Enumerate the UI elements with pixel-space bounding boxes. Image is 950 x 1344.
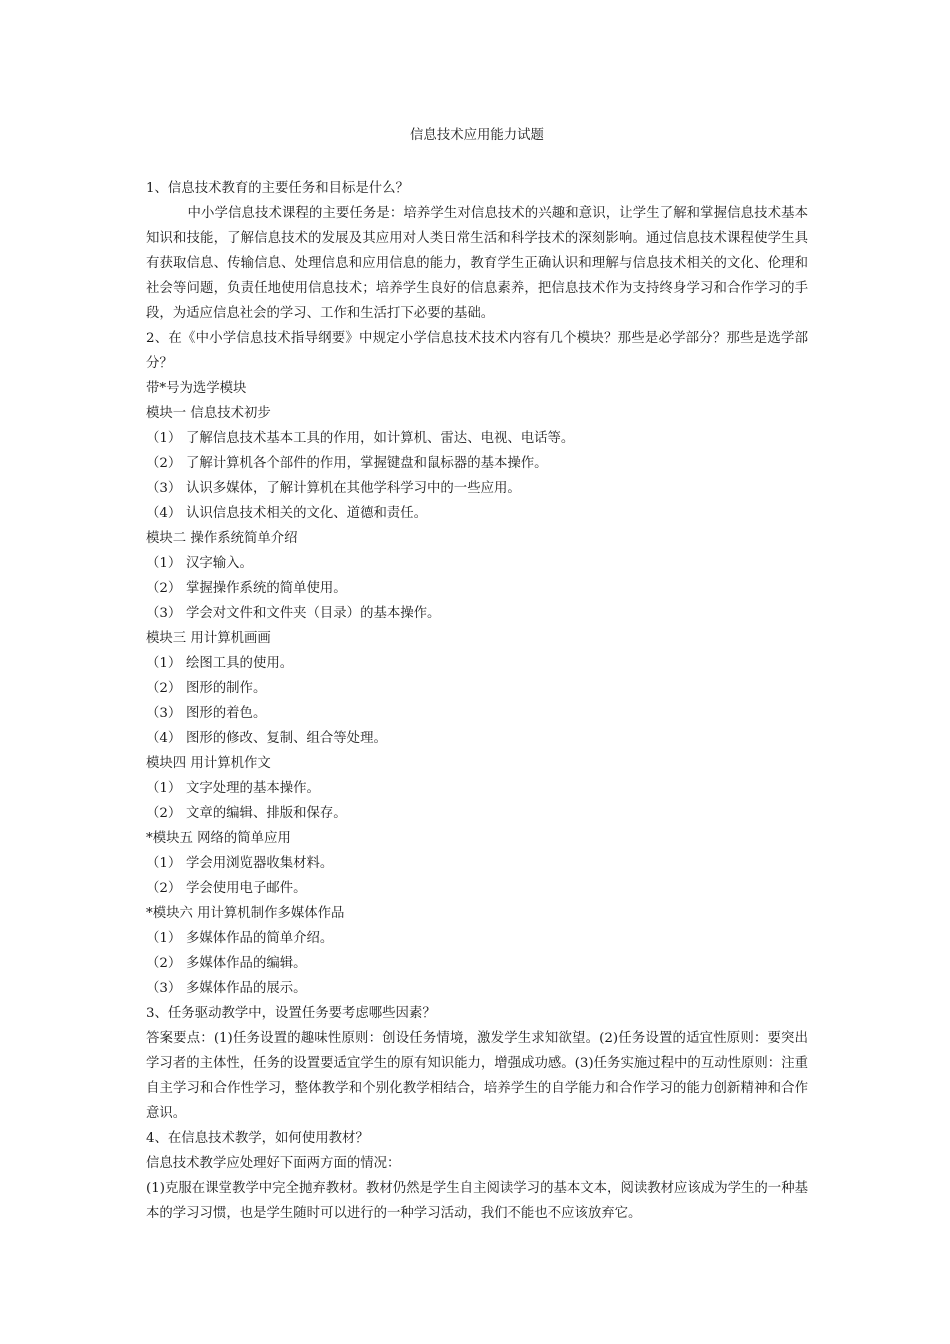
list-item-number: （2） [146, 806, 182, 821]
list-item-text: 汉字输入。 [186, 556, 253, 571]
question-1: 1、信息技术教育的主要任务和目标是什么？ [146, 181, 409, 196]
list-item [146, 801, 808, 826]
list-item-text: 多媒体作品的简单介绍。 [186, 931, 334, 946]
list-item-text: 了解计算机各个部件的作用，掌握键盘和鼠标器的基本操作。 [186, 456, 548, 471]
optional-module-note: 带*号为选学模块 [146, 381, 247, 396]
list-item-text: 多媒体作品的编辑。 [186, 956, 307, 971]
answer-3: 答案要点：(1)任务设置的趣味性原则：创设任务情境，激发学生求知欲望。(2)任务设置的适宜性原则：要突出学习者的主体性，任务的设置要适宜学生的原有知识能力，增强成功感。(3)任务实施过程中的互动性原则：注重自主学习和合作性学习，整体教学和个别化教学相结合，培养学生的自学能力和合作学习的能力创新精神和合作意识。 [146, 1031, 808, 1121]
list-item-text: 绘图工具的使用。 [186, 656, 294, 671]
list-item-text: 掌握操作系统的简单使用。 [186, 581, 347, 596]
list-item-text: 图形的修改、复制、组合等处理。 [186, 731, 387, 746]
list-item-text: 认识信息技术相关的文化、道德和责任。 [186, 506, 428, 521]
module-heading: 模块一 信息技术初步 [146, 406, 271, 421]
list-item-text: 图形的制作。 [186, 681, 267, 696]
module-heading: *模块六 用计算机制作多媒体作品 [146, 906, 345, 921]
list-item-text: 学会用浏览器收集材料。 [186, 856, 334, 871]
list-item-number: （1） [146, 781, 182, 796]
list-item [146, 426, 808, 451]
list-item-number: （1） [146, 656, 182, 671]
list-item-number: （4） [146, 731, 182, 746]
list-item-number: （1） [146, 431, 182, 446]
question-4: 4、在信息技术教学，如何使用教材？ [146, 1131, 369, 1146]
list-item [146, 601, 808, 626]
list-item-text: 认识多媒体，了解计算机在其他学科学习中的一些应用。 [186, 481, 521, 496]
list-item-text: 多媒体作品的展示。 [186, 981, 307, 996]
list-item-text: 学会对文件和文件夹（目录）的基本操作。 [186, 606, 441, 621]
list-item-text: 文字处理的基本操作。 [186, 781, 320, 796]
list-item-number: （3） [146, 706, 182, 721]
module-list [146, 401, 808, 1001]
list-item-number: （4） [146, 506, 182, 521]
list-item [146, 976, 808, 1001]
list-item-text: 了解信息技术基本工具的作用，如计算机、雷达、电视、电话等。 [186, 431, 575, 446]
list-item [146, 776, 808, 801]
list-item-number: （1） [146, 556, 182, 571]
answer-4-point-1: (1)克服在课堂教学中完全抛弃教材。教材仍然是学生自主阅读学习的基本文本，阅读教材应该成为学生的一种基本的学习习惯，也是学生随时可以进行的一种学习活动，我们不能也不应该放弃它。 [146, 1181, 808, 1221]
list-item [146, 501, 808, 526]
list-item [146, 651, 808, 676]
list-item-number: （3） [146, 481, 182, 496]
list-item [146, 576, 808, 601]
module-heading: 模块三 用计算机画画 [146, 631, 271, 646]
answer-1: 中小学信息技术课程的主要任务是：培养学生对信息技术的兴趣和意识，让学生了解和掌握信息技术基本知识和技能，了解信息技术的发展及其应用对人类日常生活和科学技术的深刻影响。通过信息技术课程使学生具有获取信息、传输信息、处理信息和应用信息的能力，教育学生正确认识和理解与信息技术相关的文化、伦理和社会等问题，负责任地使用信息技术；培养学生良好的信息素养，把信息技术作为支持终身学习和合作学习的手段，为适应信息社会的学习、工作和生活打下必要的基础。 [146, 206, 808, 321]
list-item [146, 926, 808, 951]
list-item [146, 951, 808, 976]
list-item [146, 726, 808, 751]
question-2: 2、在《中小学信息技术指导纲要》中规定小学信息技术技术内容有几个模块？那些是必学部分？那些是选学部分？ [146, 331, 808, 371]
list-item-number: （1） [146, 931, 182, 946]
module-heading: 模块四 用计算机作文 [146, 756, 271, 771]
list-item [146, 701, 808, 726]
list-item [146, 676, 808, 701]
question-3: 3、任务驱动教学中，设置任务要考虑哪些因素？ [146, 1006, 436, 1021]
list-item [146, 451, 808, 476]
list-item-number: （2） [146, 881, 182, 896]
document-title: 信息技术应用能力试题 [410, 128, 544, 143]
list-item-text: 学会使用电子邮件。 [186, 881, 307, 896]
module-heading: *模块五 网络的简单应用 [146, 831, 291, 846]
list-item-text: 图形的着色。 [186, 706, 267, 721]
list-item-number: （2） [146, 456, 182, 471]
list-item-number: （3） [146, 606, 182, 621]
list-item [146, 476, 808, 501]
list-item [146, 851, 808, 876]
module-heading: 模块二 操作系统简单介绍 [146, 531, 298, 546]
list-item [146, 876, 808, 901]
list-item-number: （3） [146, 981, 182, 996]
list-item-number: （2） [146, 956, 182, 971]
list-item [146, 551, 808, 576]
list-item-text: 文章的编辑、排版和保存。 [186, 806, 347, 821]
document-page [146, 124, 808, 1226]
list-item-number: （2） [146, 681, 182, 696]
list-item-number: （1） [146, 856, 182, 871]
list-item-number: （2） [146, 581, 182, 596]
answer-4-intro: 信息技术教学应处理好下面两方面的情况： [146, 1156, 401, 1171]
